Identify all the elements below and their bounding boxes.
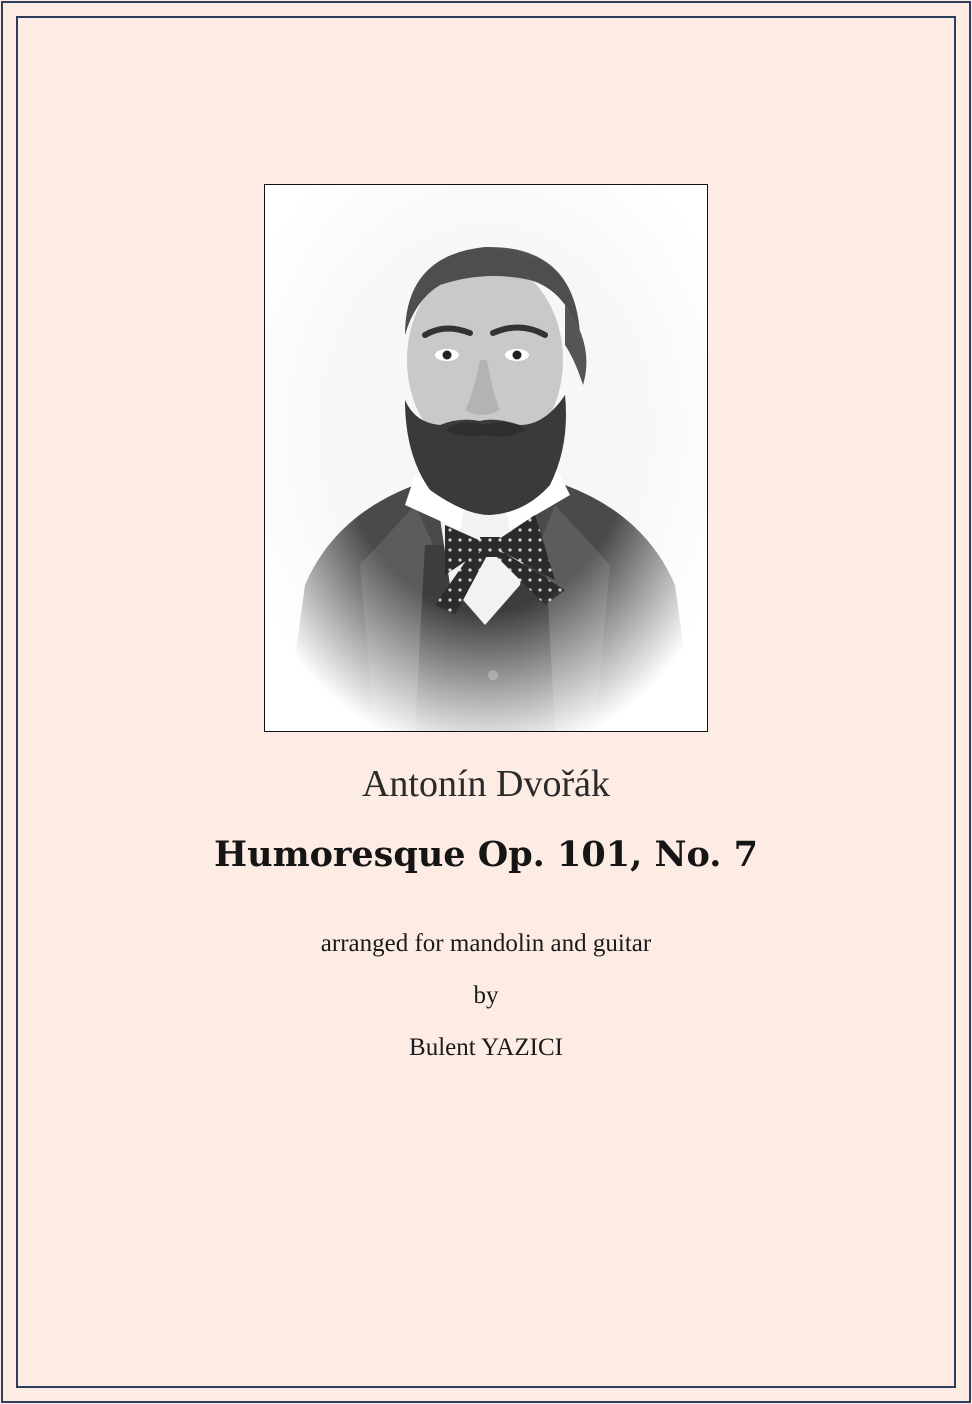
arrangement-note: arranged for mandolin and guitar	[320, 930, 652, 957]
composer-name: Antonín Dvořák	[361, 763, 611, 805]
work-title: Humoresque Op. 101, No. 7	[214, 834, 758, 875]
composer-portrait	[264, 184, 708, 732]
arranger-name: Bulent YAZICI	[409, 1034, 563, 1061]
by-label: by	[473, 982, 499, 1009]
